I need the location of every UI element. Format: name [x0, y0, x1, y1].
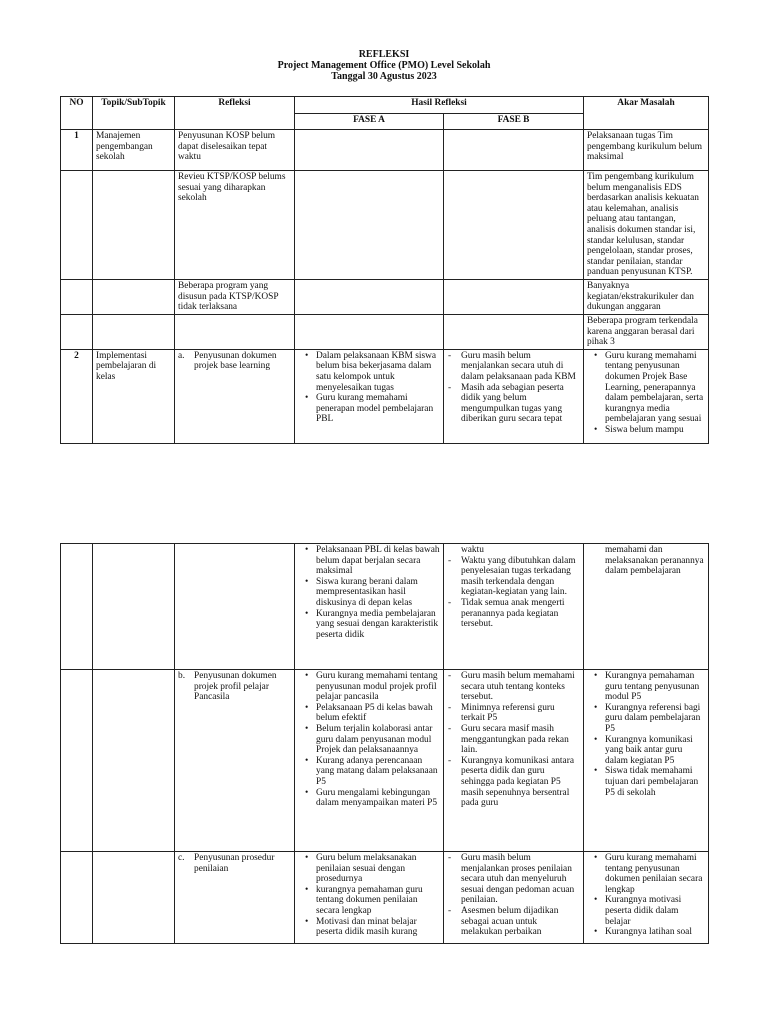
- list-item: • Siswa belum mampu: [605, 425, 705, 436]
- row-akar: [584, 670, 709, 852]
- row-fase-b: [444, 670, 584, 852]
- row-akar: [584, 852, 709, 944]
- table-row: [61, 314, 709, 349]
- list-item: • Dalam pelaksanaan KBM siswa belum bisa bekerjasama dalam satu kelompok untuk menyelesaikan tugas: [316, 351, 440, 393]
- list-item: - Guru masih belum menjalankan secara utuh di dalam pelaksanaan pada KBM: [461, 351, 580, 383]
- table-row: [61, 852, 709, 944]
- table-row: [61, 130, 709, 171]
- list-item: • Kurangnya media pembelajaran yang sesuai dengan karakteristik peserta didik: [316, 609, 440, 641]
- list-item: • Kurangnya motivasi peserta didik dalam belajar: [605, 895, 705, 927]
- document-header: [0, 49, 768, 82]
- reflection-table-page-1: [60, 96, 709, 444]
- list-item-continued: waktu: [461, 545, 484, 555]
- document-date: Tanggal 30 Agustus 2023: [331, 71, 437, 82]
- row-refleksi: Revieu KTSP/KOSP belums sesuai yang diharapkan sekolah: [175, 171, 295, 280]
- list-item: • Kurangnya referensi bagi guru dalam pembelajaran P5: [605, 703, 705, 735]
- row-fase-a: [295, 349, 444, 443]
- row-fase-b: [444, 130, 584, 171]
- list-item: • Guru kurang memahami tentang penyusunan dokumen penilaian secara lengkap: [605, 853, 705, 895]
- row-topik: Manajemen pengembangan sekolah: [93, 130, 175, 171]
- row-fase-b: [444, 544, 584, 670]
- list-item: - Minimnya referensi guru terkait P5: [461, 703, 580, 724]
- row-akar: Tim pengembang kurikulum belum menganalisis EDS berdasarkan analisis kekuatan atau kelemahan, analisis peluang atau tantangan, analisis dokumen standar isi, standar kelulusan, standar pengelolaan, standar proses, standar penilaian, standar panduan penyusunan KTSP.: [584, 171, 709, 280]
- list-item: • Belum terjalin kolaborasi antar guru dalam penyusanan modul Projek dan pelaksanaannya: [316, 724, 440, 756]
- list-item: - Tidak semua anak mengerti peranannya pada kegiatan tersebut.: [461, 598, 580, 630]
- list-item: • Guru kurang memahami tentang penyusunan modul projek profil pelajar pancasila: [316, 671, 440, 703]
- list-item: • Pelaksanaan PBL di kelas bawah belum dapat berjalan secara maksimal: [316, 545, 440, 577]
- document-subtitle: Project Management Office (PMO) Level Sekolah: [277, 60, 491, 71]
- row-refleksi: [175, 349, 295, 443]
- list-item: - Kurangnya komunikasi antara peserta didik dan guru sehingga pada kegiatan P5 masih sepenuhnya bersentral pada guru: [461, 756, 580, 809]
- row-fase-a: [295, 130, 444, 171]
- row-akar: Banyaknya kegiatan/ekstrakurikuler dan dukungan anggaran: [584, 279, 709, 314]
- list-item: - Asesmen belum dijadikan sebagai acuan untuk melakukan perbaikan: [461, 906, 580, 938]
- list-item: • Guru belum melaksanakan penilaian sesuai dengan prosedurnya: [316, 853, 440, 885]
- reflection-table-page-2: [60, 543, 709, 944]
- row-fase-a: [295, 544, 444, 670]
- row-topik: Implementasi pembelajaran di kelas: [93, 349, 175, 443]
- document-title: REFLEKSI: [358, 49, 410, 60]
- row-refleksi: [175, 670, 295, 852]
- item-letter: a.: [178, 350, 185, 361]
- item-text: Penyusunan prosedur penilaian: [194, 853, 275, 874]
- list-item: - Masih ada sebagian peserta didik yang belum mengumpulkan tugas yang diberikan guru secara tepat: [461, 383, 580, 425]
- row-akar: Beberapa program terkendala karena anggaran berasal dari pihak 3: [584, 314, 709, 349]
- list-item: • Guru kurang memahami tentang penyusunan dokumen Projek Base Learning, penerapannya dalam pembelajaran, serta kurangnya media pembelajaran yang sesuai: [605, 351, 705, 425]
- table-row: [61, 349, 709, 443]
- row-fase-b: [444, 349, 584, 443]
- list-item: • Siswa tidak memahami tujuan dari pembelajaran P5 di sekolah: [605, 766, 705, 798]
- row-fase-b: [444, 852, 584, 944]
- list-item: • Guru kurang memahami penerapan model pembelajaran PBL: [316, 393, 440, 425]
- list-item: - Guru masih belum menjalankan proses penilaian secara utuh dan menyeluruh sesuai dengan pedoman acuan penilaian.: [461, 853, 580, 906]
- table-row: [61, 279, 709, 314]
- row-akar: [584, 349, 709, 443]
- col-header-topik: Topik/SubTopik: [93, 97, 175, 130]
- row-refleksi: Beberapa program yang disusun pada KTSP/KOSP tidak terlaksana: [175, 279, 295, 314]
- row-refleksi: Penyusunan KOSP belum dapat diselesaikan tepat waktu: [175, 130, 295, 171]
- table-header-row: [61, 97, 709, 114]
- col-header-refleksi: Refleksi: [175, 97, 295, 130]
- list-item: • Pelaksanaan P5 di kelas bawah belum efektif: [316, 703, 440, 724]
- row-number: 1: [61, 130, 93, 171]
- row-fase-a: [295, 852, 444, 944]
- row-number: 2: [61, 349, 93, 443]
- list-item: • Kurang adanya perencanaan yang matang dalam pelaksanaan P5: [316, 756, 440, 788]
- item-text: Penyusunan dokumen projek base learning: [194, 350, 277, 372]
- item-letter: b.: [178, 671, 186, 681]
- table-row: [61, 544, 709, 670]
- list-item: • kurangnya pemahaman guru tentang dokumen penilaian secara lengkap: [316, 885, 440, 917]
- col-header-akar: Akar Masalah: [584, 97, 709, 130]
- item-letter: c.: [178, 853, 185, 863]
- list-item: • Kurangnya latihan soal: [605, 927, 705, 938]
- col-header-fase-b: FASE B: [444, 114, 584, 130]
- table-row: [61, 670, 709, 852]
- col-header-fase-a: FASE A: [295, 114, 444, 130]
- row-fase-a: [295, 670, 444, 852]
- item-text: Penyusunan dokumen projek profil pelajar Pancasila: [194, 671, 277, 703]
- row-akar: Pelaksanaan tugas Tim pengembang kurikulum belum maksimal: [584, 130, 709, 171]
- col-header-hasil: Hasil Refleksi: [295, 97, 584, 114]
- list-item: - Waktu yang dibutuhkan dalam penyelesaian tugas terkadang masih terkendala dengan kegiatan-kegiatan yang lain.: [461, 556, 580, 598]
- list-item: • Kurangnya komunikasi yang baik antar guru dalam kegiatan P5: [605, 735, 705, 767]
- row-akar: [584, 544, 709, 670]
- list-item-continued: memahami dan melaksanakan peranannya dalam pembelajaran: [605, 545, 704, 577]
- row-refleksi: [175, 852, 295, 944]
- table-row: [61, 171, 709, 280]
- list-item: • Kurangnya pemahaman guru tentang penyusunan modul P5: [605, 671, 705, 703]
- list-item: • Guru mengalami kebingungan dalam menyampaikan materi P5: [316, 788, 440, 809]
- col-header-no: NO: [61, 97, 93, 130]
- list-item: • Siswa kurang berani dalam mempresentasikan hasil diskusinya di depan kelas: [316, 577, 440, 609]
- list-item: - Guru secara masif masih menggantungkan pada rekan lain.: [461, 724, 580, 756]
- list-item: • Motivasi dan minat belajar peserta didik masih kurang: [316, 917, 440, 938]
- list-item: - Guru masih belum memahami secara utuh tentang konteks tersebut.: [461, 671, 580, 703]
